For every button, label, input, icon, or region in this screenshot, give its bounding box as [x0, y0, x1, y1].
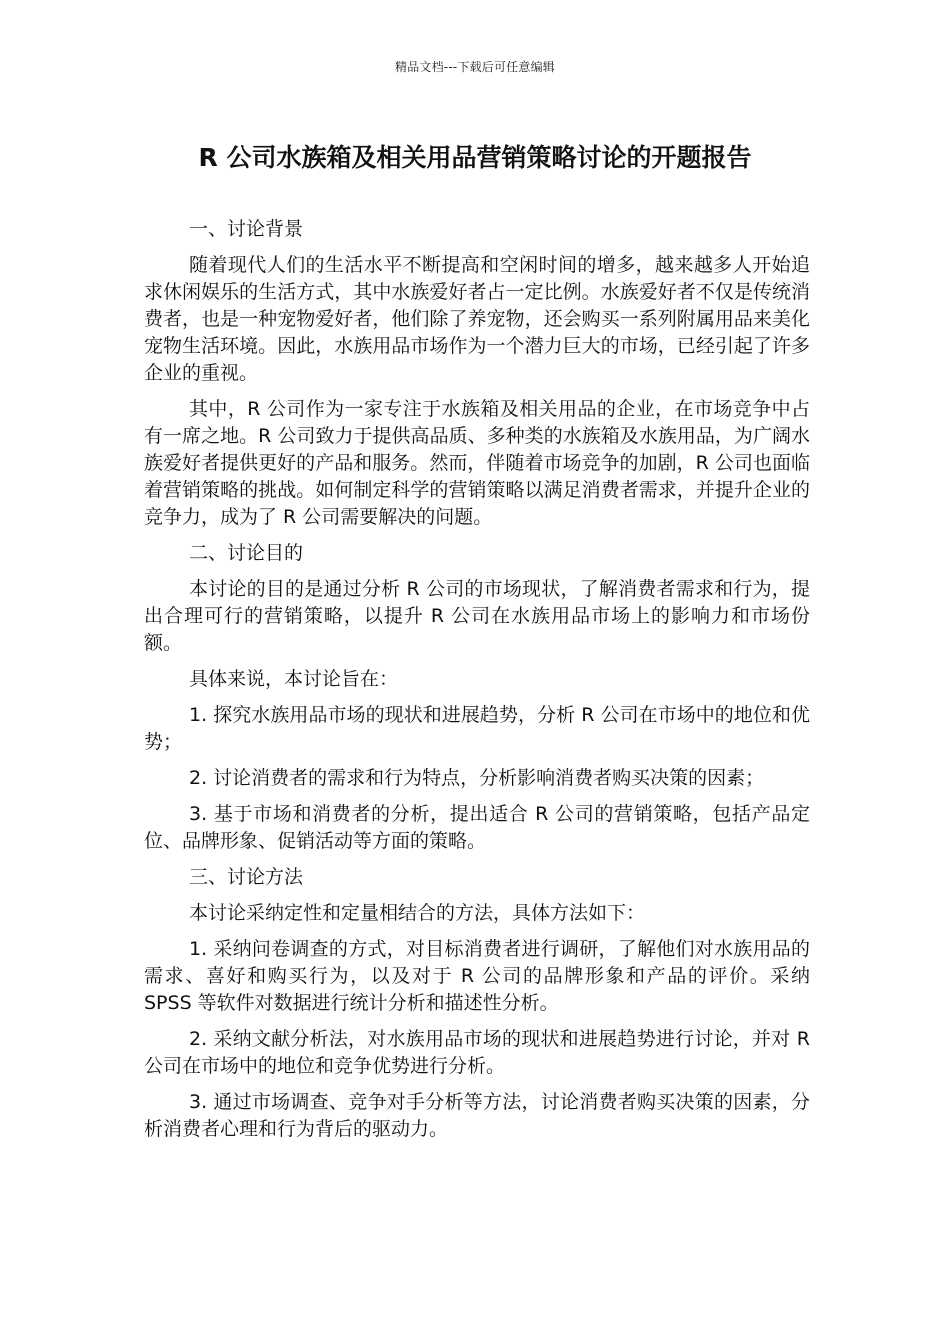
- header-note: 精品文档---下载后可任意编辑: [395, 60, 555, 74]
- paragraph: 随着现代人们的生活水平不断提高和空闲时间的增多，越来越多人开始追求休闲娱乐的生活方式，其中水族爱好者占一定比例。水族爱好者不仅是传统消费者，也是一种宠物爱好者，他们除了养宠物，还会购买一系列附属用品来美化宠物生活环境。因此，水族用品市场作为一个潜力巨大的市场，已经引起了许多企业的重视。: [144, 254, 810, 384]
- paragraph: 本讨论的目的是通过分析 R 公司的市场现状，了解消费者需求和行为，提出合理可行的营销策略，以提升 R 公司在水族用品市场上的影响力和市场份额。: [144, 578, 810, 654]
- list-item: 1. 采纳问卷调查的方式，对目标消费者进行调研，了解他们对水族用品的需求、喜好和购买行为，以及对于 R 公司的品牌形象和产品的评价。采纳 SPSS 等软件对数据进行统计分析和描述性分析。: [144, 938, 810, 1014]
- list-item: 1. 探究水族用品市场的现状和进展趋势，分析 R 公司在市场中的地位和优势；: [144, 704, 810, 753]
- list-item: 2. 讨论消费者的需求和行为特点，分析影响消费者购买决策的因素；: [189, 767, 765, 789]
- document-title: R 公司水族箱及相关用品营销策略讨论的开题报告: [198, 143, 752, 172]
- list-item: 2. 采纳文献分析法，对水族用品市场的现状和进展趋势进行讨论，并对 R 公司在市场中的地位和竞争优势进行分析。: [144, 1028, 810, 1077]
- list-item: 3. 基于市场和消费者的分析，提出适合 R 公司的营销策略，包括产品定位、品牌形象、促销活动等方面的策略。: [144, 803, 810, 852]
- paragraph: 其中，R 公司作为一家专注于水族箱及相关用品的企业，在市场竞争中占有一席之地。R 公司致力于提供高品质、多种类的水族箱及水族用品，为广阔水族爱好者提供更好的产品和服务。然而，伴随着市场竞争的加剧，R 公司也面临着营销策略的挑战。如何制定科学的营销策略以满足消费者需求，并提升企业的竞争力，成为了 R 公司需要解决的问题。: [144, 398, 810, 528]
- document-body: [144, 216, 810, 1152]
- list-item: 3. 通过市场调查、竞争对手分析等方法，讨论消费者购买决策的因素，分析消费者心理和行为背后的驱动力。: [144, 1091, 810, 1140]
- section-heading-purpose: 二、讨论目的: [189, 542, 304, 564]
- paragraph: 本讨论采纳定性和定量相结合的方法，具体方法如下：: [189, 902, 646, 924]
- section-heading-background: 一、讨论背景: [189, 218, 304, 240]
- paragraph: 具体来说，本讨论旨在：: [189, 668, 399, 690]
- section-heading-method: 三、讨论方法: [189, 866, 304, 888]
